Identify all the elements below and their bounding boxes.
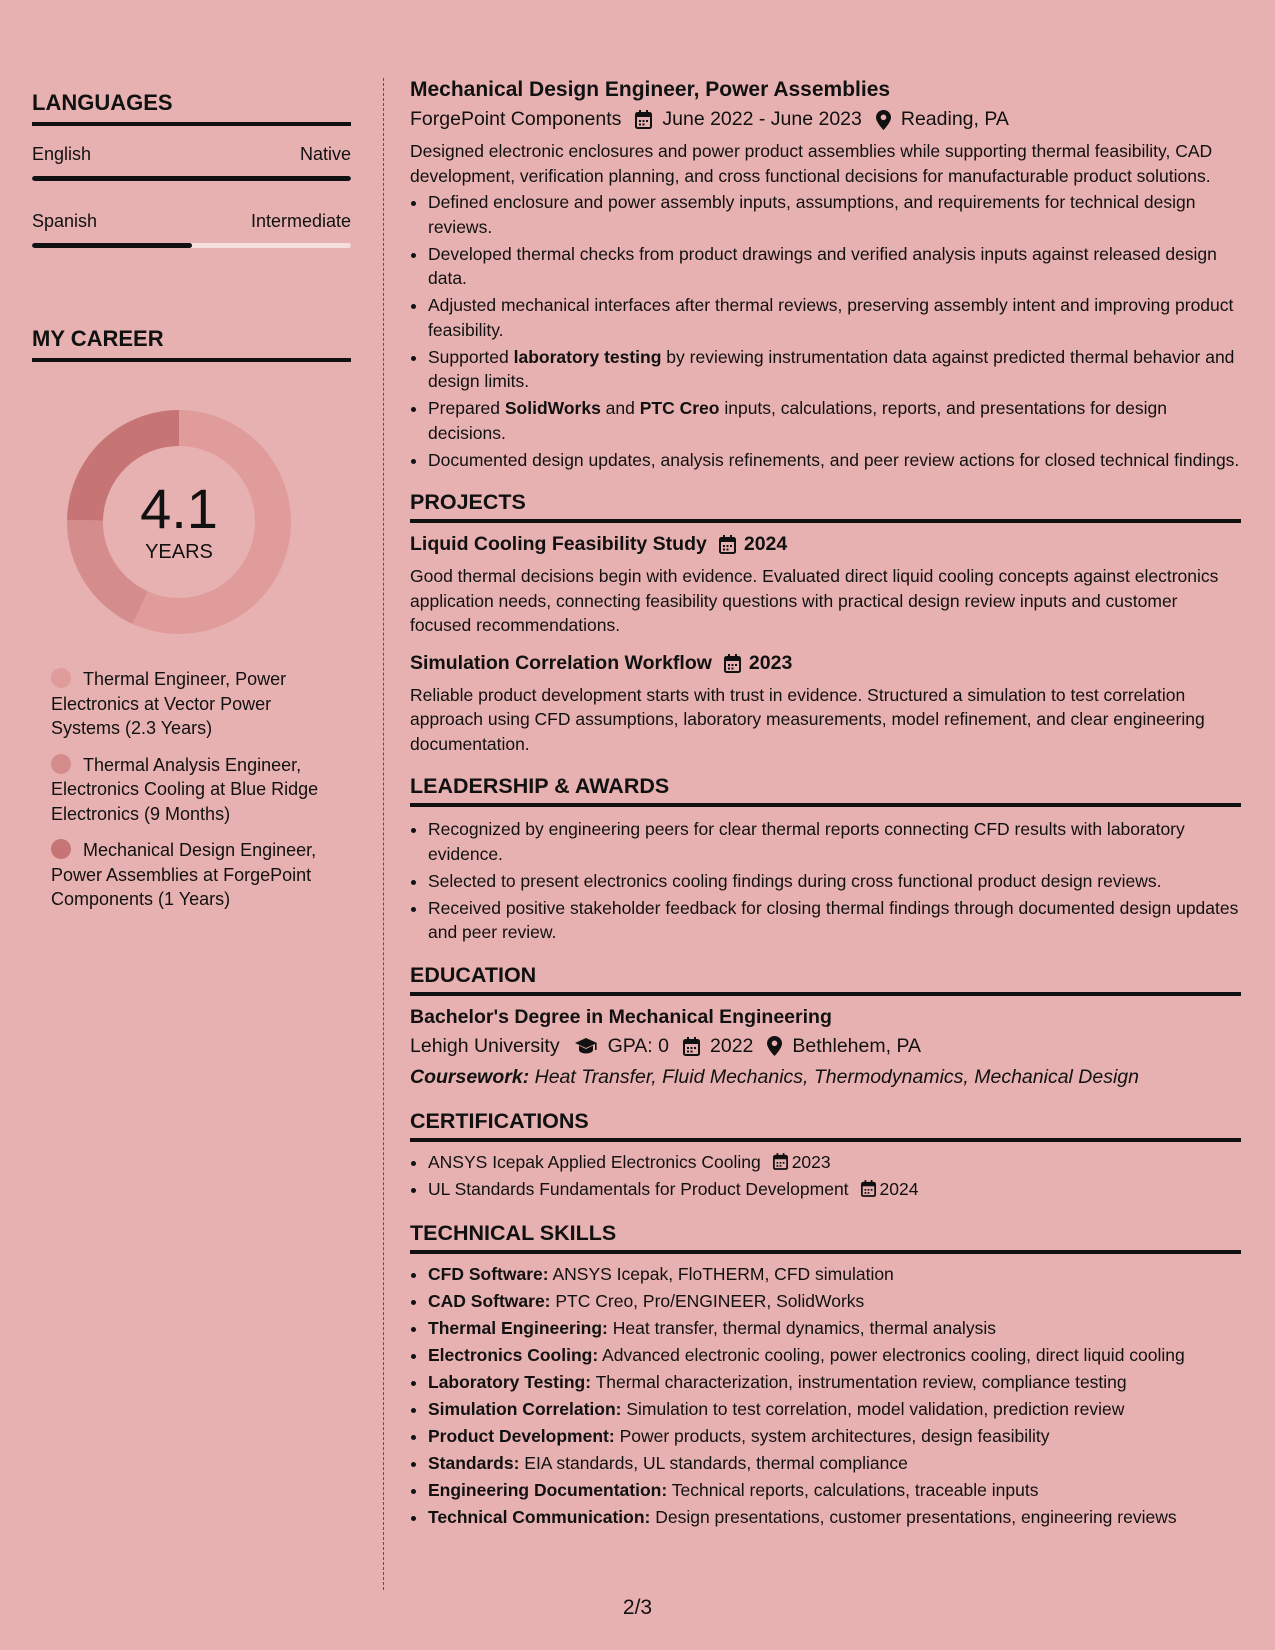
job-bullet: • Supported laboratory testing by reviewing instrumentation data against predicted thermal behavior and design limits. [428, 345, 1241, 394]
certification-item [428, 1177, 1241, 1202]
legend-dot [51, 668, 71, 688]
legend-item [51, 838, 331, 912]
calendar-icon [719, 535, 736, 554]
language-proficiency-bar [32, 176, 351, 181]
skill-item [428, 1505, 1241, 1530]
gpa-text: GPA: 0 [607, 1034, 669, 1057]
skill-label: Technical Communication: [428, 1507, 651, 1527]
project-description: Reliable product development starts with trust in evidence. Structured a simulation to test correlation approach using CFD assumptions, laboratory measurements, model refinement, and clear engineering documentation. [410, 684, 1205, 754]
sidebar [32, 90, 351, 924]
project-name: Simulation Correlation Workflow [410, 651, 712, 674]
legend-text: Thermal Analysis Engineer, Electronics Cooling at Blue Ridge Electronics (9 Months) [51, 754, 319, 824]
skill-value: Thermal characterization, instrumentation review, compliance testing [591, 1372, 1127, 1392]
language-name: Spanish [32, 211, 98, 231]
legend-dot [51, 839, 71, 859]
leadership-item: • Recognized by engineering peers for clear thermal reports connecting CFD results with laboratory evidence. [428, 817, 1241, 866]
certification-item [428, 1150, 1241, 1175]
leadership-item: • Received positive stakeholder feedback for closing thermal findings through documented design updates and peer review. [428, 896, 1241, 945]
skill-item [428, 1397, 1241, 1422]
leadership-heading: LEADERSHIP & AWARDS [410, 774, 1241, 807]
coursework-label: Coursework: [410, 1065, 530, 1088]
project-title [410, 533, 1241, 556]
skill-label: Laboratory Testing: [428, 1372, 592, 1392]
legend-item [51, 667, 331, 741]
job-summary: Designed electronic enclosures and power product assemblies while supporting thermal feasibility, CAD development, verification planning, and cross functional decisions for manufacturable product solutions. [410, 141, 1213, 186]
language-level: Native [299, 144, 351, 164]
language-proficiency-bar [32, 243, 351, 248]
skill-value: Technical reports, calculations, traceable inputs [667, 1480, 1039, 1500]
skill-label: Simulation Correlation: [428, 1399, 622, 1419]
job-bullet: • Documented design updates, analysis refinements, and peer review actions for closed technical findings. [428, 448, 1241, 473]
skill-label: CAD Software: [428, 1291, 551, 1311]
project-title [410, 652, 1241, 675]
page-number: 2/3 [622, 1596, 653, 1619]
map-pin-icon [767, 1036, 782, 1056]
job-title: Mechanical Design Engineer, Power Assemblies [410, 78, 891, 101]
education-meta [410, 1035, 1241, 1058]
donut-center [64, 407, 294, 637]
leadership-list [410, 817, 1241, 945]
job-dates [635, 108, 862, 131]
career-heading: MY CAREER [32, 326, 351, 362]
job-bullets [410, 190, 1241, 472]
bullet-keyword: PTC Creo [639, 398, 720, 418]
projects-heading: PROJECTS [410, 490, 1241, 523]
education-heading: EDUCATION [410, 963, 1241, 996]
calendar-icon [635, 110, 652, 129]
education-location-text: Bethlehem, PA [792, 1034, 922, 1057]
job-bullet: • Developed thermal checks from product drawings and verified analysis inputs against released design data. [428, 242, 1241, 291]
education-gpa [574, 1035, 669, 1058]
certification-year: 2023 [791, 1151, 831, 1172]
skill-item [428, 1262, 1241, 1287]
language-level: Intermediate [250, 211, 351, 231]
career-total-unit: YEARS [145, 540, 213, 563]
language-proficiency-fill [32, 176, 351, 181]
project-description: Good thermal decisions begin with evidence. Evaluated direct liquid cooling concepts against electronics application needs, connecting feasibility questions with practical design review inputs and customer focused recommendations. [410, 566, 1219, 635]
company-name: ForgePoint Components [410, 108, 622, 130]
certification-year: 2024 [879, 1178, 919, 1199]
column-divider [383, 78, 384, 1590]
skill-label: Electronics Cooling: [428, 1345, 599, 1365]
map-pin-icon [876, 110, 891, 130]
skill-item [428, 1343, 1241, 1368]
certification-name: • ANSYS Icepak Applied Electronics Cooling [428, 1151, 761, 1172]
skill-value: Power products, system architectures, design feasibility [614, 1426, 1050, 1446]
certifications-list [410, 1150, 1241, 1202]
job-dates-text: June 2022 - June 2023 [662, 108, 862, 130]
job-bullet: • Defined enclosure and power assembly inputs, assumptions, and requirements for technical design reviews. [428, 190, 1241, 239]
skills-list [410, 1262, 1241, 1530]
career-donut-chart [64, 407, 294, 637]
coursework [410, 1066, 1241, 1089]
job-bullet: • Prepared SolidWorks and PTC Creo inputs, calculations, reports, and presentations for design decisions. [428, 396, 1241, 445]
skill-item [428, 1478, 1241, 1503]
graduation-cap-icon [574, 1037, 598, 1055]
calendar-icon [861, 1180, 876, 1197]
language-row [32, 144, 351, 165]
language-proficiency-fill [32, 243, 192, 248]
project-name: Liquid Cooling Feasibility Study [410, 533, 707, 555]
skill-value: PTC Creo, Pro/ENGINEER, SolidWorks [550, 1291, 865, 1311]
certifications-heading: CERTIFICATIONS [410, 1109, 1241, 1142]
legend-item [51, 753, 331, 827]
language-row [32, 211, 351, 232]
language-name: English [32, 144, 92, 164]
job-meta [410, 108, 1241, 131]
languages-heading: LANGUAGES [32, 90, 351, 126]
skill-item [428, 1370, 1241, 1395]
skill-label: Thermal Engineering: [428, 1318, 608, 1338]
bullet-keyword: laboratory testing [513, 346, 662, 367]
bullet-keyword: SolidWorks [504, 398, 601, 418]
career-total-years: 4.1 [140, 476, 218, 540]
calendar-icon [683, 1037, 700, 1056]
skill-label: Standards: [428, 1453, 520, 1473]
job-bullet: • Adjusted mechanical interfaces after thermal reviews, preserving assembly intent and improving product feasibility. [428, 293, 1241, 342]
job-location-text: Reading, PA [900, 108, 1009, 130]
skill-item [428, 1451, 1241, 1476]
legend-dot [51, 754, 71, 774]
education-year-text: 2022 [710, 1034, 754, 1057]
skill-value: Design presentations, customer presentations, engineering reviews [650, 1507, 1177, 1527]
main-content [410, 78, 1241, 1532]
skill-item [428, 1424, 1241, 1449]
job-location [876, 108, 1009, 131]
skills-heading: TECHNICAL SKILLS [410, 1221, 1241, 1254]
skill-label: CFD Software: [428, 1264, 549, 1284]
career-legend [51, 667, 331, 912]
legend-text: Thermal Engineer, Power Electronics at Vector Power Systems (2.3 Years) [51, 669, 287, 738]
school-name: Lehigh University [410, 1034, 560, 1057]
calendar-icon [724, 654, 741, 673]
education-year [683, 1035, 753, 1058]
skill-item [428, 1289, 1241, 1314]
skill-value: ANSYS Icepak, FloTHERM, CFD simulation [548, 1264, 894, 1284]
skill-value: EIA standards, UL standards, thermal compliance [519, 1453, 908, 1473]
leadership-item: • Selected to present electronics cooling findings during cross functional product design reviews. [428, 869, 1241, 894]
project-year: 2024 [743, 533, 788, 555]
skill-value: Advanced electronic cooling, power electronics cooling, direct liquid cooling [598, 1345, 1185, 1365]
calendar-icon [773, 1153, 788, 1170]
certification-name: • UL Standards Fundamentals for Product Development [428, 1178, 849, 1199]
education-location [767, 1035, 921, 1058]
project-year: 2023 [748, 651, 793, 674]
skill-value: Heat transfer, thermal dynamics, thermal analysis [607, 1318, 996, 1338]
legend-text: Mechanical Design Engineer, Power Assemblies at ForgePoint Components (1 Years) [51, 840, 317, 909]
degree-title: Bachelor's Degree in Mechanical Engineering [410, 1005, 832, 1028]
skill-label: Engineering Documentation: [428, 1480, 668, 1500]
skill-item [428, 1316, 1241, 1341]
skill-value: Simulation to test correlation, model validation, prediction review [621, 1399, 1125, 1419]
coursework-list: Heat Transfer, Fluid Mechanics, Thermodynamics, Mechanical Design [529, 1065, 1139, 1088]
skill-label: Product Development: [428, 1426, 615, 1446]
